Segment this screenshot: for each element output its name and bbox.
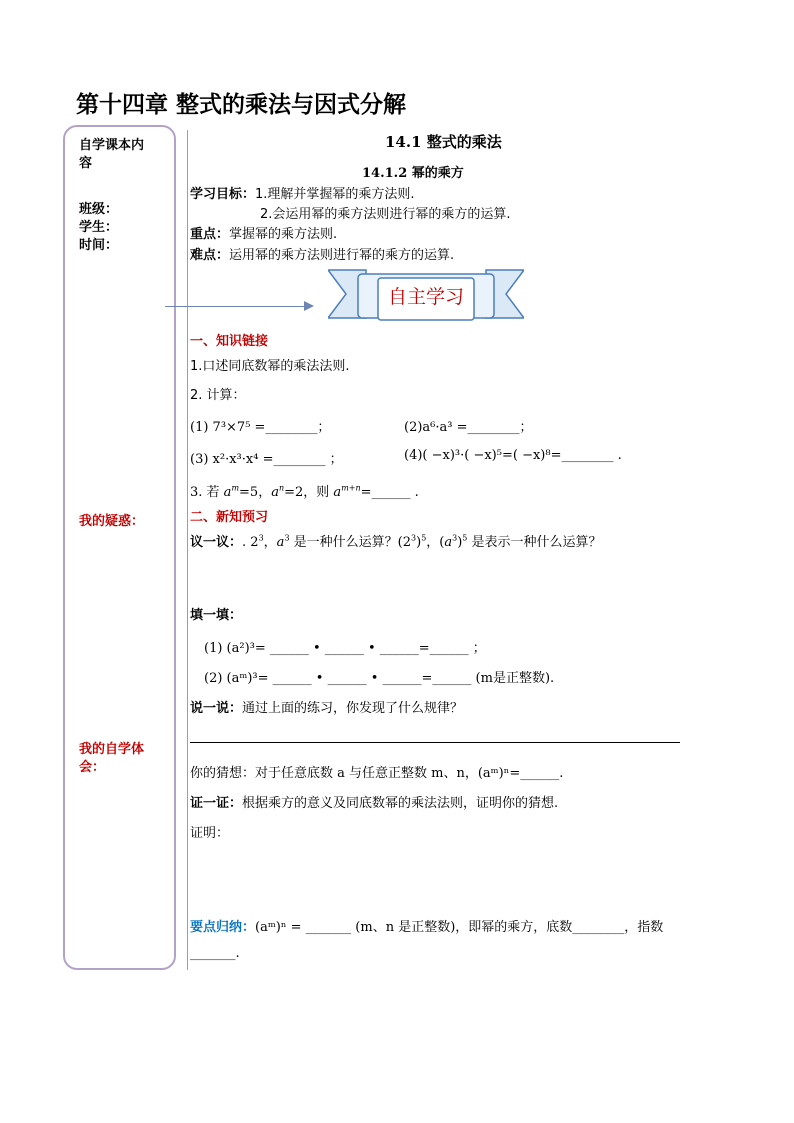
calc-4: (4)( −x)³·( −x)⁵=( −x)⁸=________ . — [404, 448, 622, 463]
calc-1: (1) 7³×7⁵ =________； — [190, 420, 331, 435]
sidebar-heading-line1: 自学课本内 — [79, 138, 145, 153]
experience-label-line1: 我的自学体 — [79, 742, 145, 757]
key-point-text: 掌握幂的乘方法则. — [229, 227, 338, 242]
goal-item-1: 1.理解并掌握幂的乘方法则. — [255, 187, 415, 202]
banner-title: 自主学习 — [387, 286, 464, 308]
sidebar-panel — [63, 125, 176, 970]
arrow-head-icon — [304, 301, 314, 311]
arrow-line — [165, 306, 307, 307]
time-label: 时间： — [79, 238, 119, 253]
goals-line1 — [190, 183, 415, 202]
knowledge-link-title: 一、知识链接 — [190, 334, 269, 349]
proof-label: 证明： — [190, 826, 230, 841]
fill-label: 填一填： — [190, 608, 243, 623]
experience-label-line2: 会： — [79, 760, 106, 775]
say-line: 说一说：通过上面的练习，你发现了什么规律？ — [190, 701, 464, 716]
answer-line — [190, 742, 680, 743]
goals-label: 学习目标： — [190, 187, 256, 202]
difficulty-text: 运用幂的乘方法则进行幂的乘方的运算. — [229, 248, 455, 263]
summary-tail: _______. — [190, 946, 240, 961]
class-label: 班级： — [79, 202, 119, 217]
divider-line — [187, 130, 188, 970]
discuss-line: 议一议：. $2^3$，$a^3$ 是一种什么运算？$(2^3)^5$，$(a^3)^5$ 是表示一种什么运算？ — [190, 533, 602, 550]
calc-2: (2)a⁶·a³ =________； — [404, 420, 533, 435]
student-label: 学生： — [79, 220, 119, 235]
difficulty-label: 难点： — [190, 248, 230, 263]
goal-item-2: 2.会运用幂的乘方法则进行幂的乘方的运算. — [260, 207, 511, 222]
knowledge-q2: 2. 计算： — [190, 388, 246, 403]
calc-3: (3) x²·x³·x⁴ =________ ； — [190, 452, 343, 467]
fill-item-2: (2) (aᵐ)³= ______ • ______ • ______=______ (m是正整数). — [204, 671, 555, 686]
section-subtitle: 14.1.2 幂的乘方 — [362, 166, 464, 181]
key-point — [190, 223, 337, 242]
knowledge-q1: 1.口述同底数幂的乘法法则. — [190, 359, 350, 374]
sidebar-heading-line2: 容 — [79, 156, 93, 171]
chapter-title: 第十四章 整式的乘法与因式分解 — [76, 92, 407, 118]
knowledge-q3: 3. 若 $a^m=5$，$a^n=2$，则 $a^{m+n}=\_\_\_\_\_\_$ . — [190, 483, 419, 500]
new-preview-title: 二、新知预习 — [190, 510, 269, 525]
key-point-label: 重点： — [190, 227, 230, 242]
difficulty — [190, 244, 454, 263]
fill-item-1: (1) (a²)³= ______ • ______ • ______=______ ； — [204, 641, 486, 656]
guess-line: 你的猜想：对于任意底数 a 与任意正整数 m、n，(aᵐ)ⁿ=______. — [190, 766, 564, 781]
doubts-label: 我的疑惑： — [79, 514, 145, 529]
summary-line: 要点归纳：(aᵐ)ⁿ = _______ (m、n 是正整数)，即幂的乘方，底数________，指数 — [190, 920, 664, 935]
prove-line: 证一证：根据乘方的意义及同底数幂的乘法法则，证明你的猜想. — [190, 796, 559, 811]
section-title: 14.1 整式的乘法 — [385, 133, 502, 151]
